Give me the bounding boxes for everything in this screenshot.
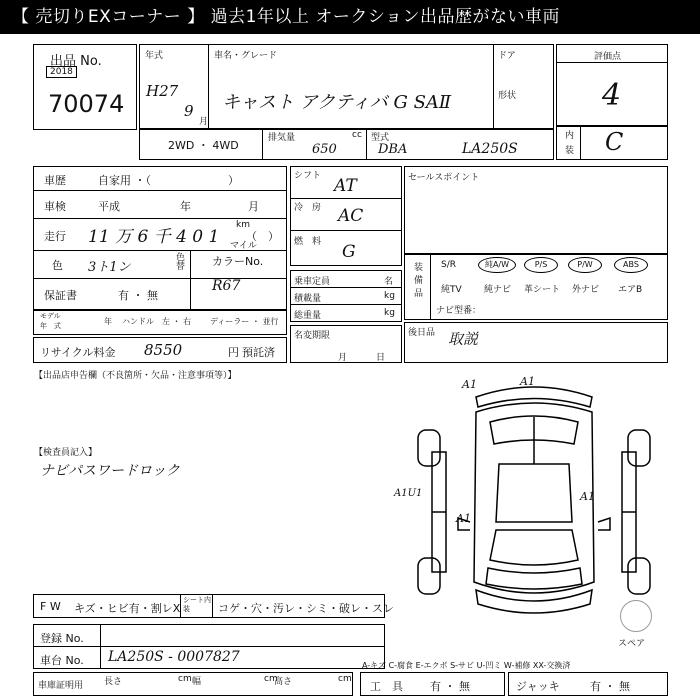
certificate-length-unit: cm	[178, 674, 192, 684]
registration-label: 登録 No.	[40, 632, 84, 645]
mileage-paren: （ ）	[246, 230, 279, 243]
later-items-label: 後日品	[408, 328, 436, 338]
certificate-height: 高さ	[274, 677, 293, 687]
car-name-value: キャスト アクティバ G SAⅡ	[222, 92, 452, 113]
interior-value: C	[605, 128, 624, 156]
certificate-height-unit: cm	[338, 674, 352, 684]
damage-mark-4: A1	[580, 490, 595, 503]
equipment-label: 装備品	[412, 262, 422, 301]
lot-number: 70074	[48, 90, 125, 118]
load-label: 積載量	[294, 294, 322, 304]
fw-label: F W	[40, 600, 61, 613]
model-row-handle: ハンドル 左 ・ 右	[122, 317, 192, 326]
name-change-label: 名変期限	[294, 331, 331, 341]
color-code-value: R67	[212, 278, 241, 294]
spare-tire-icon	[620, 600, 652, 632]
shape-label: 形状	[498, 91, 517, 101]
mileage-label: 走行	[44, 230, 66, 243]
later-items-box	[404, 322, 668, 363]
fuel-value: G	[342, 242, 356, 262]
fw-items: キズ・ヒビ有・割レX	[74, 602, 181, 615]
history-label: 車歴	[44, 174, 66, 187]
spare-label: スペア	[618, 639, 646, 649]
damage-mark-5: A1	[456, 512, 471, 525]
model-row-label-2: 年 式	[40, 322, 61, 330]
color-code-label: カラーNo.	[212, 255, 264, 268]
damage-mark-1: A1	[462, 378, 477, 391]
displacement-label: 排気量	[268, 133, 296, 143]
fw-seat-label: シート内装	[183, 596, 211, 613]
model-type-code: LA250S	[462, 141, 518, 157]
equip-navi-model-label: ナビ型番：	[436, 306, 482, 316]
later-items-value: 取説	[448, 330, 479, 348]
total-weight-unit: kg	[384, 308, 395, 318]
mileage-unit-km: km	[236, 220, 250, 230]
inspection-year: 年	[180, 200, 191, 213]
equip-ext-navi: 外ナビ	[572, 285, 600, 295]
equip-navi: 純ナビ	[484, 285, 512, 295]
model-year-month-suffix: 月	[199, 117, 209, 127]
model-row-year: 年	[104, 317, 112, 326]
equip-aw-label: 純A/W	[484, 260, 510, 269]
jack-value: 有 ・ 無	[590, 680, 630, 693]
interior-label-2: 装	[565, 146, 575, 156]
inspector-note: ナビパスワードロック	[40, 463, 180, 479]
aircon-value: AC	[338, 206, 364, 226]
displacement-value: 650	[312, 142, 337, 157]
capacity-label: 乗車定員	[294, 277, 331, 287]
warranty-label: 保証書	[44, 289, 77, 302]
mileage-unit-mile: マイル	[230, 241, 257, 251]
color-side-label: 色替	[174, 252, 184, 270]
name-change-month: 月	[338, 353, 348, 363]
car-name-label: 車名・グレード	[214, 51, 278, 61]
mileage-value: 11 万 6 千 4 0 1	[88, 227, 220, 247]
score-value: 4	[602, 78, 622, 113]
equip-leather: 革シート	[524, 285, 561, 295]
load-unit: kg	[384, 291, 395, 301]
seller-notes-label: 【出品店申告欄（不良箇所・欠品・注意事項等）】	[34, 371, 237, 381]
drive-options: 2WD ・ 4WD	[168, 139, 239, 152]
inspection-era: 平成	[98, 200, 120, 213]
equip-abs-label: ABS	[623, 260, 639, 269]
shift-label: シフト	[294, 171, 322, 181]
certificate-label: 車庫証明用	[38, 681, 84, 691]
certificate-length: 長さ	[104, 677, 123, 687]
header-title: 【 売切りEXコーナー 】 過去1年以上 オークション出品歴がない車両	[0, 0, 700, 34]
history-value: 自家用 ・（ ）	[98, 174, 239, 187]
equip-tv: 純TV	[441, 285, 462, 295]
equip-ps	[524, 257, 558, 273]
total-weight-label: 総重量	[294, 311, 322, 321]
car-damage-diagram	[404, 372, 664, 632]
chassis-value: LA250S - 0007827	[108, 649, 240, 665]
name-change-day: 日	[376, 353, 386, 363]
jack-label: ジャッキ	[516, 680, 560, 693]
damage-mark-3: A1U1	[394, 488, 423, 499]
inspection-label: 車検	[44, 200, 66, 213]
lot-year-stamp: 2018	[46, 66, 77, 78]
equip-aw	[478, 257, 516, 273]
chassis-label: 車台 No.	[40, 654, 84, 667]
equip-ps-label: P/S	[534, 260, 548, 269]
equip-pw-label: P/W	[577, 260, 593, 269]
warranty-value: 有 ・ 無	[118, 289, 158, 302]
certificate-width-unit: cm	[264, 674, 278, 684]
model-year-era: H27	[146, 82, 179, 100]
model-row-dealer: ディーラー ・ 並行	[210, 317, 279, 326]
lot-label: 出品 No.	[50, 54, 102, 69]
model-type-prefix: DBA	[378, 142, 408, 157]
model-row-label-1: モデル	[40, 312, 61, 320]
recycle-value: 8550	[144, 341, 183, 359]
equip-airbag: エアB	[618, 285, 643, 295]
score-label: 評価点	[594, 52, 622, 62]
certificate-width: 幅	[192, 677, 202, 687]
recycle-label: リサイクル料金	[40, 346, 116, 359]
recycle-status: 預託済	[242, 346, 275, 359]
inspection-month: 月	[248, 200, 259, 213]
color-label: 色	[52, 259, 63, 272]
shift-value: AT	[334, 176, 357, 196]
fw-seat-items: コゲ・穴・汚レ・シミ・破レ・スレ	[218, 602, 394, 615]
model-year-month: 9	[184, 102, 194, 120]
equip-pw	[568, 257, 602, 273]
equip-abs	[614, 257, 648, 273]
model-type-label: 型式	[371, 133, 390, 143]
damage-mark-2: A1	[520, 375, 535, 388]
equip-sr: S/R	[441, 260, 456, 270]
sales-point-label: セールスポイント	[408, 173, 480, 183]
fuel-label: 燃 料	[294, 237, 322, 247]
interior-label-1: 内	[565, 131, 575, 141]
door-label: ドア	[498, 51, 516, 61]
capacity-unit: 名	[384, 277, 394, 287]
recycle-unit: 円	[228, 346, 239, 359]
displacement-unit: cc	[352, 130, 362, 140]
inspector-label: 【検査員記入】	[34, 448, 98, 458]
damage-legend: A-キズ C-腐食 E-エクボ S-サビ U-凹ミ W-補修 XX-交換済	[362, 661, 571, 670]
tools-value: 有 ・ 無	[430, 680, 470, 693]
model-year-label: 年式	[145, 51, 164, 61]
tools-label: 工 具	[370, 680, 403, 693]
aircon-label: 冷 房	[294, 203, 322, 213]
color-value: 3ト1ン	[88, 260, 131, 275]
